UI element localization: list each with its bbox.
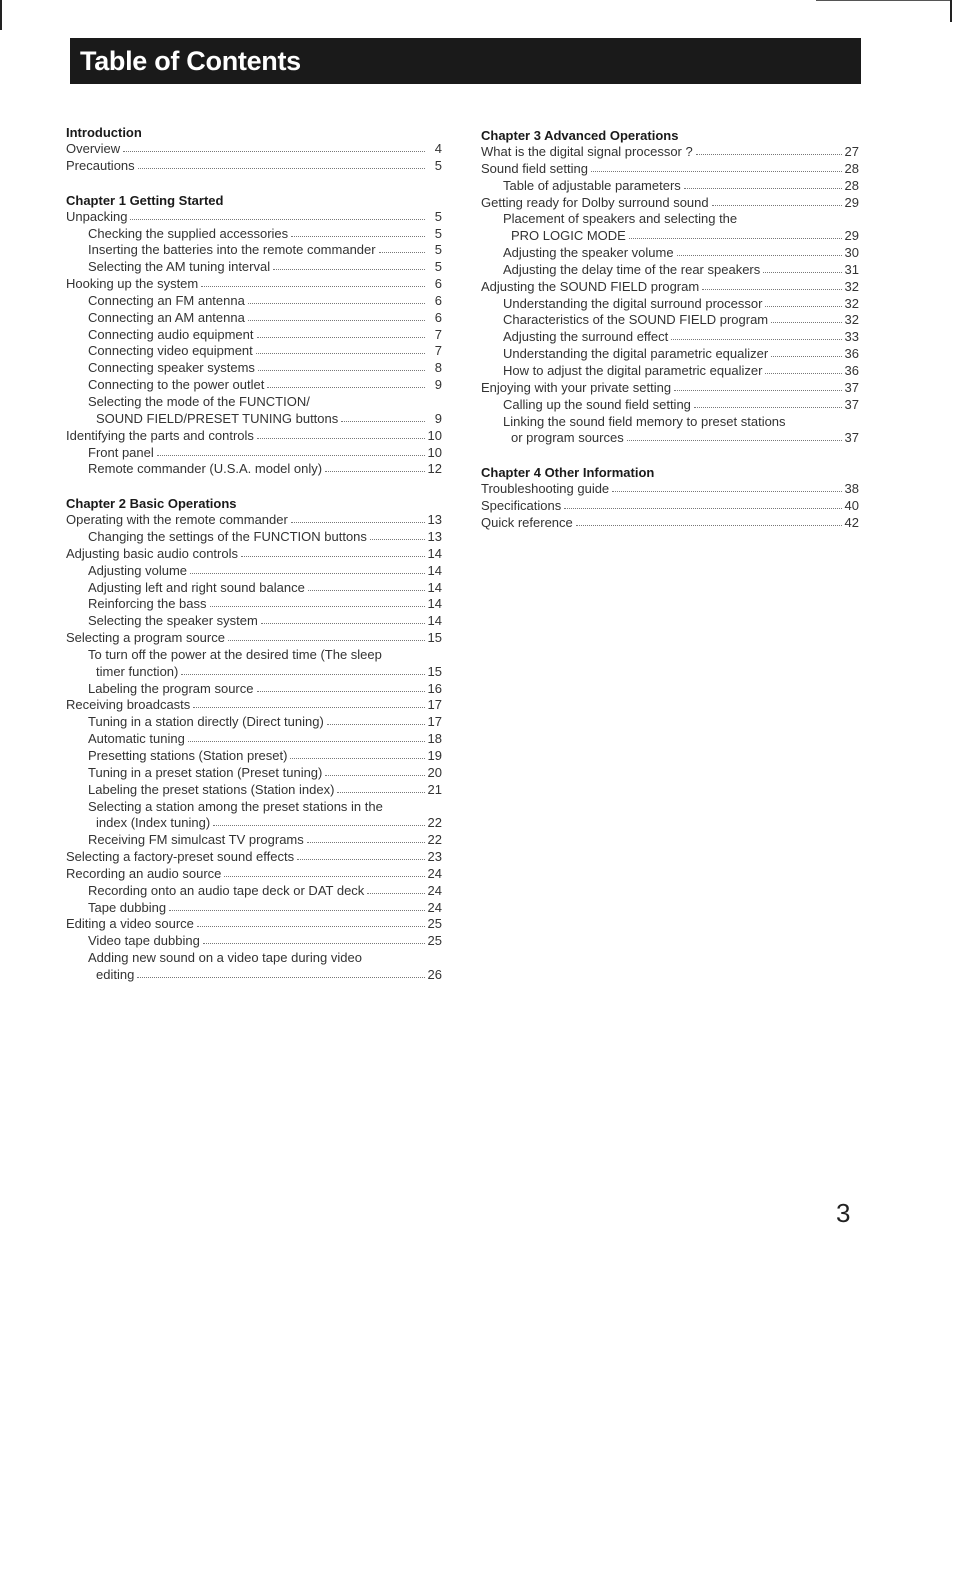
toc-entry-list: [66, 512, 442, 984]
toc-entry[interactable]: [66, 815, 442, 832]
dot-leader: [327, 714, 425, 725]
section-spacer: [66, 175, 442, 192]
toc-entry-title: Placement of speakers and selecting the: [503, 211, 738, 227]
toc-entry[interactable]: [481, 144, 859, 161]
toc-entry[interactable]: [481, 296, 859, 313]
section-heading: Chapter 2 Basic Operations: [66, 496, 237, 512]
toc-entry-title: Understanding the digital surround processor: [503, 295, 763, 311]
toc-entry-page: 29: [844, 194, 859, 210]
toc-entry-list: [481, 481, 859, 532]
toc-entry[interactable]: [66, 310, 442, 327]
section-heading: Chapter 3 Advanced Operations: [481, 128, 679, 143]
toc-entry-title: Troubleshooting guide: [481, 481, 610, 497]
toc-entry-title: index (Index tuning): [96, 815, 211, 831]
toc-entry[interactable]: [66, 916, 442, 933]
toc-entry-page: 32: [844, 312, 859, 328]
toc-entry[interactable]: [66, 765, 442, 782]
toc-entry-page: 42: [844, 514, 859, 530]
toc-entry[interactable]: [66, 748, 442, 765]
toc-entry-title: Operating with the remote commander: [66, 512, 288, 528]
toc-entry-page: 8: [434, 360, 442, 376]
toc-entry-page: 25: [427, 916, 442, 932]
dot-leader: [138, 158, 425, 169]
toc-entry-page: 5: [434, 208, 442, 224]
toc-entry-title: Adjusting the delay time of the rear speakers: [503, 261, 761, 277]
toc-entry-title: Connecting an FM antenna: [88, 292, 245, 308]
toc-entry[interactable]: [66, 849, 442, 866]
dot-leader: [671, 329, 841, 340]
dot-leader: [123, 141, 425, 152]
dot-leader: [629, 228, 842, 239]
toc-entry-page: 28: [844, 177, 859, 193]
toc-entry[interactable]: [66, 900, 442, 917]
page-number: 3: [836, 1198, 851, 1228]
toc-entry[interactable]: [66, 866, 442, 883]
toc-entry-page: 22: [427, 815, 442, 831]
toc-entry[interactable]: [66, 799, 442, 816]
toc-entry[interactable]: [66, 546, 442, 563]
toc-entry-page: 4: [434, 141, 442, 156]
toc-entry-page: 19: [427, 748, 442, 763]
toc-entry[interactable]: [481, 228, 859, 245]
dot-leader: [591, 161, 842, 172]
crop-mark-left: [0, 0, 2, 30]
toc-entry[interactable]: [66, 613, 442, 630]
toc-entry-title: Connecting to the power outlet: [88, 377, 265, 393]
toc-section: [481, 464, 859, 532]
dot-leader: [210, 596, 425, 607]
toc-entry[interactable]: [481, 245, 859, 262]
toc-entry[interactable]: [481, 414, 859, 431]
toc-entry-title: Receiving broadcasts: [66, 697, 191, 713]
toc-entry[interactable]: [66, 596, 442, 613]
dot-leader: [188, 731, 425, 742]
toc-entry-title: Selecting the speaker system: [88, 613, 258, 629]
dot-leader: [201, 276, 425, 287]
dot-leader: [771, 346, 841, 357]
dot-leader: [763, 262, 841, 273]
dot-leader: [257, 327, 425, 338]
toc-entry[interactable]: [66, 697, 442, 714]
dot-leader: [612, 481, 841, 492]
toc-entry-title: Precautions: [66, 157, 135, 173]
dot-leader: [130, 209, 425, 220]
toc-entry-title: Connecting speaker systems: [88, 360, 255, 376]
crop-mark-top: [816, 0, 950, 1]
toc-entry-page: 14: [427, 613, 442, 629]
toc-entry[interactable]: [66, 580, 442, 597]
page-title: Table of Contents: [80, 46, 301, 76]
toc-entry-page: 27: [844, 144, 859, 159]
toc-entry-page: 14: [427, 579, 442, 595]
toc-entry-title: Calling up the sound field setting: [503, 396, 691, 412]
dot-leader: [308, 580, 425, 591]
toc-entry-page: 36: [844, 362, 859, 378]
dot-leader: [267, 377, 425, 388]
dot-leader: [291, 226, 425, 237]
toc-entry-page: 17: [427, 697, 442, 713]
toc-entry-page: 5: [434, 242, 442, 258]
toc-entry-title: Understanding the digital parametric equalizer: [503, 346, 769, 362]
toc-entry[interactable]: [66, 411, 442, 428]
toc-entry-page: 32: [844, 278, 859, 294]
toc-entry[interactable]: [481, 178, 859, 195]
toc-entry-title: Changing the settings of the FUNCTION buttons: [88, 529, 367, 545]
toc-entry[interactable]: [481, 211, 859, 228]
toc-entry-title: What is the digital signal processor ?: [481, 144, 693, 159]
toc-entry-page: 7: [434, 326, 442, 342]
toc-entry-page: 20: [427, 764, 442, 780]
toc-entry[interactable]: [66, 327, 442, 344]
toc-entry-title: How to adjust the digital parametric equalizer: [503, 362, 763, 378]
toc-entry-title: Remote commander (U.S.A. model only): [88, 461, 323, 477]
toc-entry-page: 5: [434, 225, 442, 241]
toc-entry[interactable]: [66, 731, 442, 748]
toc-entry-title: Automatic tuning: [88, 731, 185, 747]
dot-leader: [193, 697, 424, 708]
toc-entry-title: Selecting a factory-preset sound effects: [66, 849, 295, 865]
toc-entry-page: 9: [434, 377, 442, 393]
toc-entry-title: Selecting the AM tuning interval: [88, 259, 271, 275]
toc-entry-page: 38: [844, 481, 859, 497]
toc-entry[interactable]: [66, 428, 442, 445]
section-heading: Chapter 4 Other Information: [481, 465, 655, 481]
toc-entry-title: or program sources: [511, 430, 624, 446]
dot-leader: [290, 748, 424, 759]
toc-entry[interactable]: [481, 161, 859, 178]
toc-entry[interactable]: [66, 158, 442, 175]
toc-entry[interactable]: [66, 782, 442, 799]
toc-entry-page: 5: [434, 259, 442, 275]
toc-entry[interactable]: [66, 563, 442, 580]
toc-entry-page: 6: [434, 292, 442, 308]
toc-entry-title: Hooking up the system: [66, 276, 199, 292]
toc-entry[interactable]: [66, 343, 442, 360]
toc-entry-title: Adjusting the surround effect: [503, 329, 669, 345]
toc-entry[interactable]: [481, 498, 859, 515]
toc-entry-page: 10: [427, 427, 442, 443]
toc-entry-title: Adding new sound on a video tape during video: [88, 950, 362, 966]
dot-leader: [367, 883, 424, 894]
toc-entry-title: Recording an audio source: [66, 865, 222, 881]
toc-section: [66, 124, 442, 175]
toc-entry-title: Front panel: [88, 444, 154, 460]
toc-entry-title: Selecting a station among the preset stations in the: [88, 798, 383, 814]
toc-entry-title: Adjusting the SOUND FIELD program: [481, 278, 700, 294]
toc-entry-page: 15: [427, 630, 442, 646]
toc-entry-title: Specifications: [481, 498, 562, 514]
toc-entry-title: Adjusting basic audio controls: [66, 545, 238, 561]
toc-entry-page: 21: [427, 781, 442, 797]
toc-entry[interactable]: [66, 933, 442, 950]
toc-section: [66, 495, 442, 984]
toc-entry-title: Enjoying with your private setting: [481, 379, 672, 395]
toc-entry-page: 14: [427, 545, 442, 561]
toc-entry[interactable]: [481, 346, 859, 363]
toc-entry[interactable]: [66, 445, 442, 462]
section-heading: Introduction: [66, 125, 142, 140]
dot-leader: [258, 360, 425, 371]
toc-entry[interactable]: [481, 380, 859, 397]
dot-leader: [228, 630, 425, 641]
toc-entry-title: Adjusting volume: [88, 562, 187, 578]
toc-entry-title: editing: [96, 966, 135, 982]
toc-entry[interactable]: [66, 259, 442, 276]
section-spacer: [66, 478, 442, 495]
toc-entry-title: Characteristics of the SOUND FIELD program: [503, 312, 769, 328]
toc-entry-page: 14: [427, 562, 442, 578]
toc-entry[interactable]: [481, 312, 859, 329]
dot-leader: [765, 363, 841, 374]
toc-entry-title: Linking the sound field memory to preset stations: [503, 413, 786, 429]
dot-leader: [564, 498, 841, 509]
dot-leader: [325, 765, 424, 776]
toc-entry-page: 40: [844, 498, 859, 514]
toc-entry-title: Connecting video equipment: [88, 343, 253, 359]
dot-leader: [137, 967, 424, 978]
toc-entry-page: 5: [434, 157, 442, 173]
toc-entry-title: Tuning in a preset station (Preset tuning): [88, 764, 323, 780]
toc-right-column: [481, 127, 859, 532]
toc-entry[interactable]: [481, 329, 859, 346]
dot-leader: [157, 445, 425, 456]
toc-section: [481, 127, 859, 447]
toc-entry[interactable]: [481, 195, 859, 212]
toc-entry-page: 9: [434, 410, 442, 426]
dot-leader: [325, 461, 424, 472]
dot-leader: [307, 832, 425, 843]
toc-entry[interactable]: [481, 363, 859, 380]
toc-entry[interactable]: [66, 512, 442, 529]
toc-entry[interactable]: [66, 529, 442, 546]
dot-leader: [337, 782, 424, 793]
dot-leader: [273, 259, 425, 270]
toc-entry-page: 22: [427, 832, 442, 848]
dot-leader: [248, 310, 425, 321]
toc-entry-page: 25: [427, 933, 442, 949]
toc-entry[interactable]: [66, 360, 442, 377]
toc-entry[interactable]: [66, 242, 442, 259]
toc-entry-page: 12: [427, 461, 442, 477]
dot-leader: [261, 613, 425, 624]
toc-entry-title: Adjusting left and right sound balance: [88, 579, 305, 595]
toc-entry[interactable]: [66, 714, 442, 731]
toc-entry-title: Checking the supplied accessories: [88, 225, 289, 241]
dot-leader: [765, 296, 841, 307]
toc-entry[interactable]: [481, 279, 859, 296]
toc-entry-title: Labeling the program source: [88, 680, 254, 696]
dot-leader: [694, 397, 842, 408]
dot-leader: [257, 681, 425, 692]
toc-entry-title: Connecting an AM antenna: [88, 309, 245, 325]
toc-entry-page: 28: [844, 160, 859, 176]
toc-entry-title: Presetting stations (Station preset): [88, 748, 288, 763]
toc-section: [66, 192, 442, 479]
toc-entry[interactable]: [66, 461, 442, 478]
toc-entry[interactable]: [66, 883, 442, 900]
toc-entry-title: timer function): [96, 663, 179, 679]
toc-entry-page: 15: [427, 663, 442, 679]
toc-entry-page: 6: [434, 276, 442, 292]
title-banner: [70, 38, 861, 84]
toc-entry[interactable]: [66, 630, 442, 647]
toc-entry-title: Connecting audio equipment: [88, 326, 254, 342]
toc-entry-list: [66, 209, 442, 479]
toc-entry-page: 36: [844, 346, 859, 362]
toc-entry[interactable]: [66, 664, 442, 681]
dot-leader: [190, 563, 425, 574]
toc-entry-title: Editing a video source: [66, 916, 194, 932]
toc-left-column: [66, 124, 442, 984]
toc-entry-title: Labeling the preset stations (Station index): [88, 781, 335, 797]
toc-entry-page: 33: [844, 329, 859, 345]
dot-leader: [712, 195, 842, 206]
dot-leader: [379, 242, 425, 253]
toc-entry-page: 13: [427, 512, 442, 528]
toc-entry-list: [481, 144, 859, 447]
toc-entry[interactable]: [481, 481, 859, 498]
toc-entry-page: 7: [434, 343, 442, 359]
toc-entry-page: 31: [844, 261, 859, 277]
toc-entry-page: 23: [427, 849, 442, 865]
toc-entry-title: PRO LOGIC MODE: [511, 228, 626, 244]
toc-entry[interactable]: [481, 262, 859, 279]
toc-entry-title: To turn off the power at the desired time (The sleep: [88, 646, 382, 662]
dot-leader: [224, 866, 424, 877]
dot-leader: [297, 849, 424, 860]
toc-entry-page: 29: [844, 228, 859, 244]
dot-leader: [341, 411, 425, 422]
dot-leader: [771, 312, 841, 323]
toc-entry[interactable]: [66, 832, 442, 849]
dot-leader: [370, 529, 425, 540]
toc-entry-page: 17: [427, 714, 442, 730]
toc-entry[interactable]: [481, 397, 859, 414]
dot-leader: [169, 900, 424, 911]
toc-entry[interactable]: [66, 293, 442, 310]
dot-leader: [576, 515, 842, 526]
toc-entry-title: Tuning in a station directly (Direct tuning): [88, 714, 324, 730]
dot-leader: [248, 293, 425, 304]
dot-leader: [257, 428, 425, 439]
toc-entry-page: 37: [844, 396, 859, 412]
toc-entry[interactable]: [66, 141, 442, 158]
dot-leader: [674, 380, 841, 391]
toc-entry-page: 24: [427, 899, 442, 915]
toc-entry-page: 10: [427, 444, 442, 460]
toc-entry[interactable]: [66, 681, 442, 698]
toc-entry-page: 18: [427, 731, 442, 747]
toc-entry-title: Overview: [66, 141, 121, 156]
toc-entry-title: Reinforcing the bass: [88, 596, 207, 612]
toc-entry-page: 13: [427, 529, 442, 545]
dot-leader: [197, 916, 425, 927]
dot-leader: [181, 664, 424, 675]
crop-mark-right: [950, 0, 952, 22]
toc-entry-title: Inserting the batteries into the remote commander: [88, 242, 376, 258]
dot-leader: [256, 343, 425, 354]
toc-entry[interactable]: [66, 394, 442, 411]
toc-entry-title: Quick reference: [481, 514, 573, 530]
toc-entry-title: Tape dubbing: [88, 899, 167, 915]
toc-entry-page: 24: [427, 882, 442, 898]
toc-entry-list: [66, 141, 442, 175]
toc-entry-title: Adjusting the speaker volume: [503, 245, 674, 261]
toc-entry-title: Recording onto an audio tape deck or DAT deck: [88, 882, 365, 898]
dot-leader: [203, 933, 425, 944]
toc-entry[interactable]: [66, 276, 442, 293]
toc-entry-page: 16: [427, 680, 442, 696]
section-spacer: [481, 447, 859, 464]
dot-leader: [291, 512, 425, 523]
toc-entry[interactable]: [66, 967, 442, 984]
toc-entry-page: 6: [434, 309, 442, 325]
toc-entry-page: 30: [844, 245, 859, 261]
toc-entry-title: SOUND FIELD/PRESET TUNING buttons: [96, 410, 339, 426]
toc-entry[interactable]: [481, 430, 859, 447]
toc-entry-title: Identifying the parts and controls: [66, 427, 254, 443]
toc-entry-title: Video tape dubbing: [88, 933, 200, 949]
dot-leader: [684, 178, 842, 189]
toc-entry-page: 14: [427, 596, 442, 612]
toc-entry-page: 24: [427, 865, 442, 881]
toc-entry-title: Receiving FM simulcast TV programs: [88, 832, 304, 848]
dot-leader: [241, 546, 425, 557]
toc-entry-page: 26: [427, 966, 442, 982]
toc-entry[interactable]: [66, 377, 442, 394]
dot-leader: [696, 144, 842, 155]
toc-entry[interactable]: [66, 209, 442, 226]
toc-entry[interactable]: [66, 647, 442, 664]
dot-leader: [213, 815, 424, 826]
toc-entry-title: Sound field setting: [481, 160, 588, 176]
toc-entry-title: Selecting the mode of the FUNCTION/: [88, 393, 310, 409]
section-heading: Chapter 1 Getting Started: [66, 192, 224, 208]
toc-entry-title: Getting ready for Dolby surround sound: [481, 194, 709, 210]
toc-entry-page: 37: [844, 379, 859, 395]
toc-entry[interactable]: [66, 226, 442, 243]
toc-entry-page: 32: [844, 295, 859, 311]
toc-entry-page: 37: [844, 430, 859, 446]
dot-leader: [677, 245, 842, 256]
toc-entry[interactable]: [66, 950, 442, 967]
toc-entry[interactable]: [481, 515, 859, 532]
toc-entry-title: Unpacking: [66, 208, 128, 224]
dot-leader: [627, 430, 842, 441]
toc-entry-title: Table of adjustable parameters: [503, 177, 681, 193]
dot-leader: [702, 279, 841, 290]
toc-entry-title: Selecting a program source: [66, 630, 225, 646]
